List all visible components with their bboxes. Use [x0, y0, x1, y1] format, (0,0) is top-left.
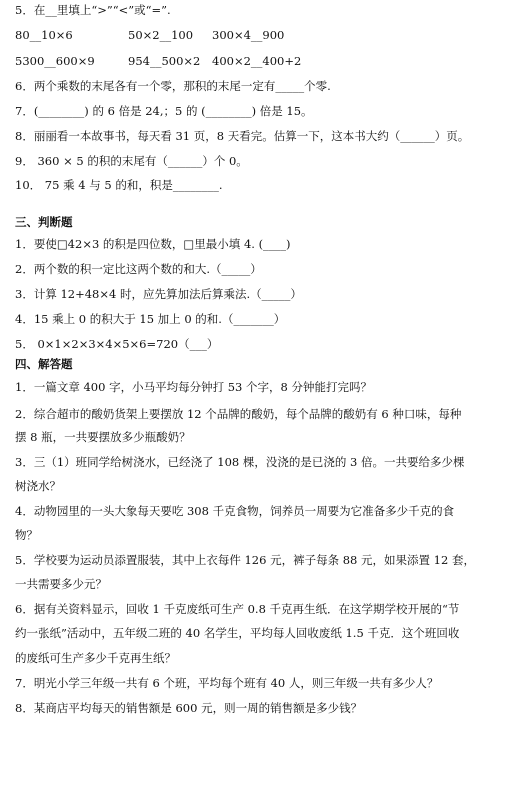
judge-section-title: 三、判断题 [15, 215, 73, 229]
q6-text: 6．两个乘数的末尾各有一个零，那积的末尾一定有_____个零. [15, 79, 331, 93]
solve-item-2-line-1: 2．综合超市的酸奶货架上要摆放 12 个品牌的酸奶，每个品牌的酸奶有 6 种口味，每种 [15, 407, 462, 421]
solve-item-7: 7．明光小学三年级一共有 6 个班，平均每个班有 40 人，则三年级一共有多少人？ [15, 676, 439, 690]
solve-item-5-line-1: 5．学校要为运动员添置服装，其中上衣每件 126 元，裤子每条 88 元，如果添置 12 套， [15, 553, 475, 567]
comparison-item: 80__10×6 [15, 28, 73, 42]
solve-item-6-line-2: 约一张纸”活动中，五年级二班的 40 名学生，平均每人回收废纸 1.5 千克．这个班回收 [15, 626, 460, 640]
judge-item: 5． 0×1×2×3×4×5×6=720（___） [15, 337, 219, 351]
comparison-item: 954__500×2 [128, 54, 201, 68]
q5-row-1 [15, 27, 520, 44]
solve-item-8: 8．某商店平均每天的销售额是 600 元，则一周的销售额是多少钱？ [15, 701, 363, 715]
q10-text: 10． 75 乘 4 与 5 的和，积是________. [15, 178, 223, 192]
judge-item: 3．计算 12+48×4 时，应先算加法后算乘法.（_____） [15, 287, 302, 301]
solve-item-6-line-3: 的废纸可生产多少千克再生纸？ [15, 651, 176, 665]
comparison-item: 50×2__100 [128, 28, 194, 42]
comparison-item: 5300__600×9 [15, 54, 95, 68]
solve-item-3-line-1: 3．三（1）班同学给树浇水，已经浇了 108 棵，没浇的是已浇的 3 倍。一共要给多少棵 [15, 455, 465, 469]
solve-section-title: 四、解答题 [15, 357, 73, 371]
q8-text: 8．丽丽看一本故事书，每天看 31 页，8 天看完。估算一下，这本书大约（______）页。 [15, 129, 470, 143]
solve-item-5-line-2: 一共需要多少元？ [15, 577, 107, 591]
q5-prompt: 5．在__里填上“>”“<”或“=”. [15, 3, 171, 17]
solve-item-4-line-2: 物？ [15, 528, 38, 542]
solve-item-4-line-1: 4．动物园里的一头大象每天要吃 308 千克食物，饲养员一周要为它准备多少千克的食 [15, 504, 455, 518]
comparison-item: 300×4__900 [212, 28, 285, 42]
solve-item-6-line-1: 6．据有关资料显示，回收 1 千克废纸可生产 0.8 千克再生纸．在这学期学校开展的“节 [15, 602, 460, 616]
judge-item: 1．要使□42×3 的积是四位数，□里最小填 4. (____) [15, 237, 291, 251]
solve-item-1: 1．一篇文章 400 字，小马平均每分钟打 53 个字，8 分钟能打完吗？ [15, 380, 372, 394]
solve-item-2-line-2: 摆 8 瓶，一共要摆放多少瓶酸奶？ [15, 430, 191, 444]
solve-item-3-line-2: 树浇水？ [15, 479, 61, 493]
judge-item: 2．两个数的积一定比这两个数的和大.（_____） [15, 262, 262, 276]
q9-text: 9． 360 × 5 的积的末尾有（______）个 0。 [15, 154, 248, 168]
q5-row-2 [15, 53, 520, 70]
q7-text: 7．(________) 的 6 倍是 24,；5 的 (________) 倍是 15。 [15, 104, 313, 118]
judge-item: 4．15 乘上 0 的积大于 15 加上 0 的和.（_______） [15, 312, 286, 326]
comparison-item: 400×2__400+2 [212, 54, 302, 68]
